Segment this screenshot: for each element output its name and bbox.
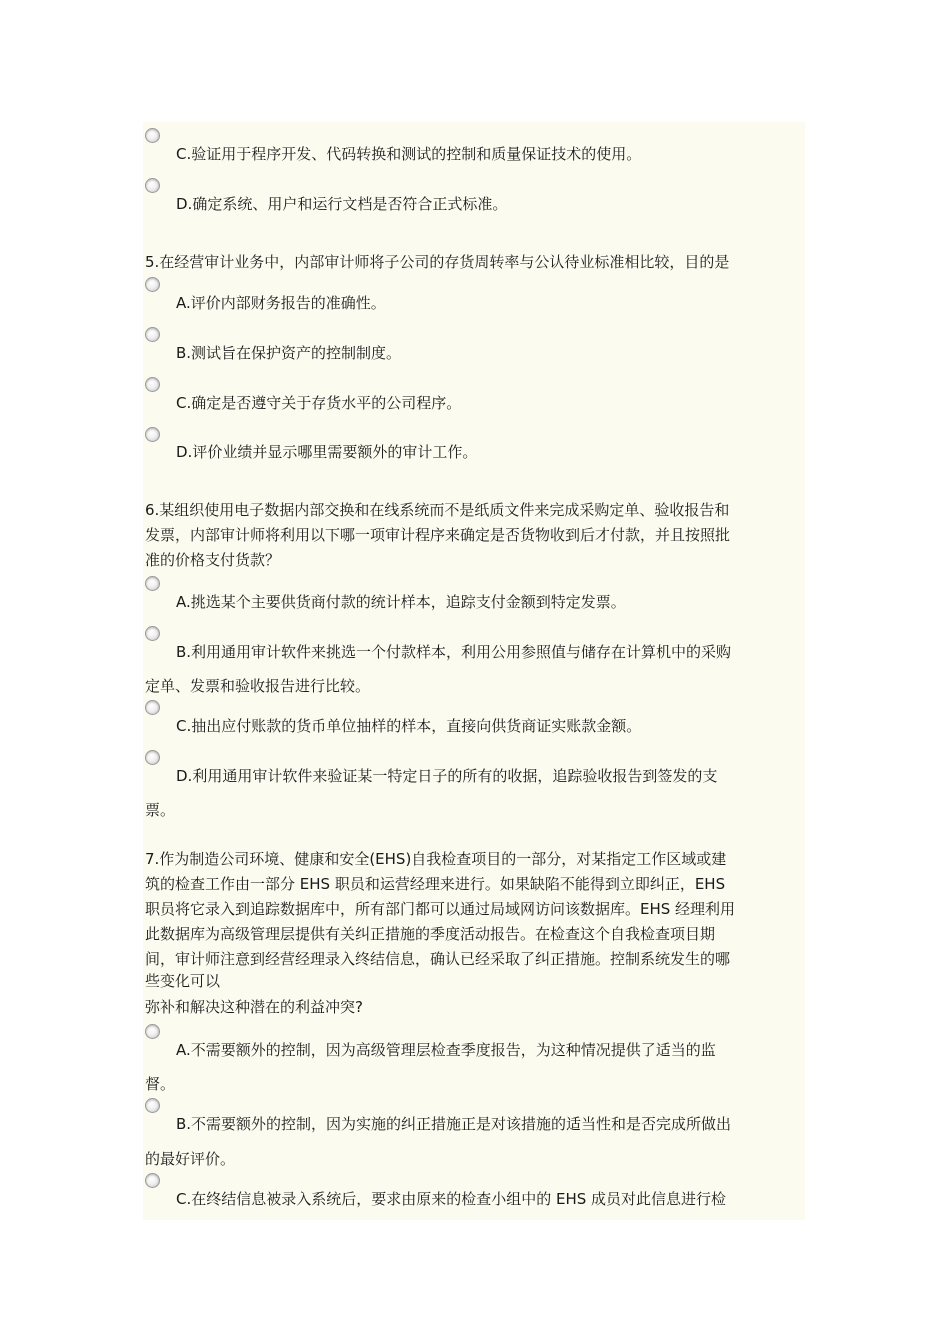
radio-q6-c[interactable] — [145, 700, 160, 715]
option-q7-b-line-1: B.不需要额外的控制，因为实施的纠正措施正是对该措施的适当性和是否完成所做出 — [176, 1115, 732, 1133]
option-q6-c: C.抽出应付账款的货币单位抽样的样本，直接向供货商证实账款金额。 — [176, 717, 642, 735]
radio-q6-a[interactable] — [145, 576, 160, 591]
question-6-line-1: 6.某组织使用电子数据内部交换和在线系统而不是纸质文件来完成采购定单、验收报告和 — [145, 501, 730, 519]
question-7-line-6: 些变化可以 — [145, 972, 221, 990]
radio-q5-a[interactable] — [145, 277, 160, 292]
radio-q6-b[interactable] — [145, 626, 160, 641]
radio-q5-d[interactable] — [145, 427, 160, 442]
option-q7-b-line-2: 的最好评价。 — [145, 1150, 236, 1168]
question-7-line-3: 职员将它录入到追踪数据库中，所有部门都可以通过局域网访问该数据库。EHS 经理利用 — [145, 900, 736, 918]
radio-q7-a[interactable] — [145, 1024, 160, 1039]
question-6-line-3: 准的价格支付货款？ — [145, 551, 281, 569]
option-q6-d-line-1: D.利用通用审计软件来验证某一特定日子的所有的收据，追踪验收报告到签发的支 — [176, 767, 718, 785]
question-7-line-2: 筑的检查工作由一部分 EHS 职员和运营经理来进行。如果缺陷不能得到立即纠正，EHS — [145, 875, 726, 893]
option-q6-b-line-1: B.利用通用审计软件来挑选一个付款样本，利用公用参照值与储存在计算机中的采购 — [176, 643, 732, 661]
option-q4-c: C.验证用于程序开发、代码转换和测试的控制和质量保证技术的使用。 — [176, 145, 642, 163]
option-q5-c: C.确定是否遵守关于存货水平的公司程序。 — [176, 394, 462, 412]
option-q5-b: B.测试旨在保护资产的控制制度。 — [176, 344, 402, 362]
radio-q6-d[interactable] — [145, 750, 160, 765]
option-q5-a: A.评价内部财务报告的准确性。 — [176, 294, 386, 312]
option-q6-d-line-2: 票。 — [145, 801, 176, 819]
radio-q5-b[interactable] — [145, 327, 160, 342]
question-7-line-1: 7.作为制造公司环境、健康和安全(EHS)自我检查项目的一部分，对某指定工作区域或建 — [145, 850, 727, 868]
option-q7-a-line-1: A.不需要额外的控制，因为高级管理层检查季度报告，为这种情况提供了适当的监 — [176, 1041, 716, 1059]
radio-q7-b[interactable] — [145, 1098, 160, 1113]
question-7-line-5: 间，审计师注意到经营经理录入终结信息，确认已经采取了纠正措施。控制系统发生的哪 — [145, 950, 731, 968]
radio-q5-c[interactable] — [145, 377, 160, 392]
option-q4-d: D.确定系统、用户和运行文档是否符合正式标准。 — [176, 195, 508, 213]
question-6-line-2: 发票，内部审计师将利用以下哪一项审计程序来确定是否货物收到后才付款，并且按照批 — [145, 526, 731, 544]
option-q7-a-line-2: 督。 — [145, 1075, 176, 1093]
option-q6-a: A.挑选某个主要供货商付款的统计样本，追踪支付金额到特定发票。 — [176, 593, 626, 611]
option-q7-c-line-1: C.在终结信息被录入系统后，要求由原来的检查小组中的 EHS 成员对此信息进行检 — [176, 1190, 727, 1208]
radio-q4-c[interactable] — [145, 128, 160, 143]
question-7-line-7: 弥补和解决这种潜在的利益冲突? — [145, 998, 363, 1016]
option-q6-b-line-2: 定单、发票和验收报告进行比较。 — [145, 677, 371, 695]
radio-q7-c[interactable] — [145, 1173, 160, 1188]
option-q5-d: D.评价业绩并显示哪里需要额外的审计工作。 — [176, 443, 478, 461]
radio-q4-d[interactable] — [145, 178, 160, 193]
question-5: 5.在经营审计业务中，内部审计师将子公司的存货周转率与公认待业标准相比较，目的是 — [145, 253, 730, 271]
question-7-line-4: 此数据库为高级管理层提供有关纠正措施的季度活动报告。在检查这个自我检查项目期 — [145, 925, 716, 943]
